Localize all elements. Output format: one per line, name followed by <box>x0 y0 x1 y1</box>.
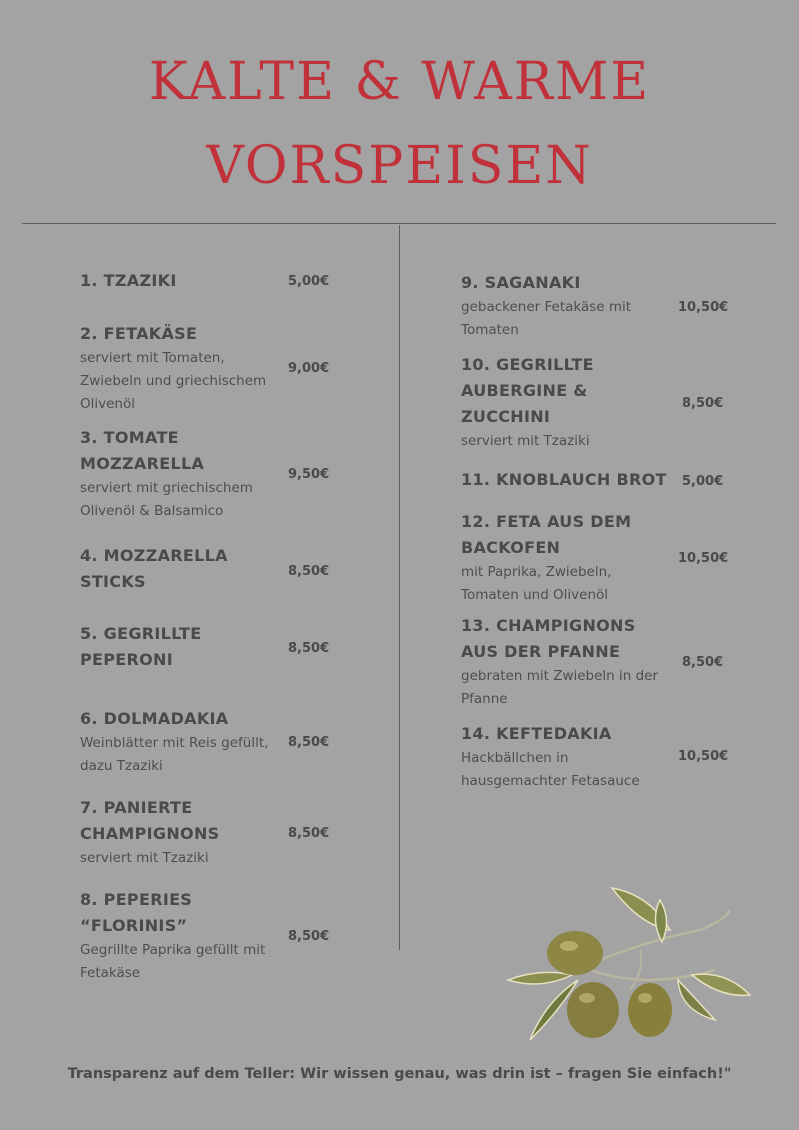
item-name: 9. SAGANAKI <box>461 273 581 292</box>
item-description: serviert mit Tomaten, Zwiebeln und griechischem Olivenöl <box>80 350 267 412</box>
item-name: 5. GEGRILLTE PEPERONI <box>80 624 202 669</box>
item-name: 10. GEGRILLTE AUBERGINE & ZUCCHINI <box>461 355 594 426</box>
item-name: 2. FETAKÄSE <box>80 324 198 343</box>
item-description: Weinblätter mit Reis gefüllt, dazu Tzaziki <box>80 735 269 774</box>
footer-note: Transparenz auf dem Teller: Wir wissen genau, was drin ist – fragen Sie einfach!" <box>67 1066 732 1082</box>
item-price: 10,50€ <box>678 749 729 764</box>
menu-item-11 <box>461 467 681 493</box>
item-name: 6. DOLMADAKIA <box>80 709 229 728</box>
item-price: 8,50€ <box>288 641 330 656</box>
item-description: mit Paprika, Zwiebeln, Tomaten und Olivenöl <box>461 564 612 603</box>
item-description: serviert mit Tzaziki <box>461 433 590 449</box>
item-name: 13. CHAMPIGNONS AUS DER PFANNE <box>461 616 636 661</box>
vertical-divider <box>399 225 400 950</box>
item-name: 12. FETA AUS DEM BACKOFEN <box>461 512 632 557</box>
menu-item-7 <box>80 795 280 870</box>
item-name: 1. TZAZIKI <box>80 271 177 290</box>
item-price: 9,50€ <box>288 467 330 482</box>
item-description: serviert mit Tzaziki <box>80 850 209 866</box>
menu-item-3 <box>80 425 280 523</box>
item-price: 10,50€ <box>678 551 729 566</box>
menu-item-4 <box>80 543 260 595</box>
menu-item-14 <box>461 721 661 793</box>
item-price: 10,50€ <box>678 300 729 315</box>
menu-item-5 <box>80 621 260 673</box>
menu-item-13 <box>461 613 666 711</box>
item-name: 3. TOMATE MOZZARELLA <box>80 428 205 473</box>
item-name: 11. KNOBLAUCH BROT <box>461 470 667 489</box>
page-title-line1: KALTE & WARME <box>148 52 651 112</box>
item-description: gebackener Fetakäse mit Tomaten <box>461 299 632 338</box>
menu-item-10 <box>461 352 641 453</box>
item-price: 8,50€ <box>288 735 330 750</box>
item-description: serviert mit griechischem Olivenöl & Balsamico <box>80 480 253 519</box>
item-name: 14. KEFTEDAKIA <box>461 724 612 743</box>
item-price: 8,50€ <box>288 826 330 841</box>
item-description: gebraten mit Zwiebeln in der Pfanne <box>461 668 659 707</box>
menu-item-1 <box>80 268 280 294</box>
item-description: Hackbällchen in hausgemachter Fetasauce <box>461 750 640 789</box>
item-price: 5,00€ <box>682 474 724 489</box>
olive-branch-icon <box>500 880 760 1055</box>
item-name: 7. PANIERTE CHAMPIGNONS <box>80 798 220 843</box>
menu-item-9 <box>461 270 661 342</box>
item-price: 8,50€ <box>682 396 724 411</box>
item-price: 8,50€ <box>288 564 330 579</box>
item-description: Gegrillte Paprika gefüllt mit Fetakäse <box>80 942 266 981</box>
page-title-line2: VORSPEISEN <box>206 136 593 196</box>
horizontal-divider <box>22 223 776 224</box>
item-name: 8. PEPERIES “FLORINIS” <box>80 890 193 935</box>
item-price: 5,00€ <box>288 274 330 289</box>
item-price: 8,50€ <box>682 655 724 670</box>
menu-item-6 <box>80 706 280 778</box>
item-name: 4. MOZZARELLA STICKS <box>80 546 228 591</box>
menu-item-12 <box>461 509 661 607</box>
item-price: 9,00€ <box>288 361 330 376</box>
menu-item-8 <box>80 887 270 985</box>
menu-item-2 <box>80 321 280 416</box>
item-price: 8,50€ <box>288 929 330 944</box>
